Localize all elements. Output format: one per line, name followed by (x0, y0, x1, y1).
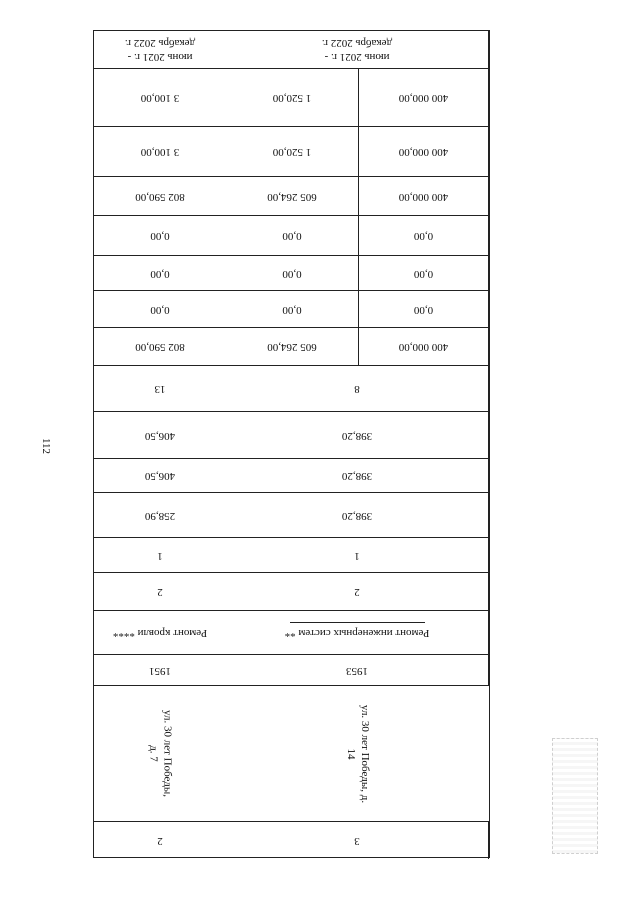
table-cell: июнь 2021 г. - декабрь 2022 г. (226, 31, 489, 68)
table-cell: 605 264,00 (226, 177, 359, 215)
table-cell: 406,50 (144, 429, 176, 442)
table-cell: 1 (157, 549, 163, 562)
table-cell: 0,00 (150, 230, 170, 243)
table-row (94, 572, 489, 610)
table-row (94, 126, 489, 176)
table-cell: 0,00 (359, 216, 489, 255)
table-cell: 0,00 (226, 256, 359, 290)
table-cell: 1953 (226, 655, 489, 685)
table-row (94, 685, 489, 821)
table-cell: 1 520,00 (226, 127, 359, 176)
table-cell: Ремонт инженерных систем ** (226, 611, 489, 654)
table-cell: 1 520,00 (226, 69, 359, 126)
table-cell: 400 000,00 (359, 177, 489, 215)
table-row (94, 458, 489, 492)
table-cell: июнь 2021 г. - декабрь 2022 г. (124, 37, 196, 63)
table-cell: 0,00 (150, 267, 170, 280)
table-cell: 802 590,00 (135, 341, 185, 354)
table-cell: 398,20 (226, 459, 489, 492)
table-row (94, 327, 489, 365)
address-text: ул. 30 лет Победы, д. 7 (148, 709, 174, 798)
table-cell: 258,90 (144, 509, 176, 522)
table-cell: 8 (226, 366, 489, 411)
table-cell: 400 000,00 (359, 127, 489, 176)
table-cell: 0,00 (226, 216, 359, 255)
table-row (94, 31, 489, 68)
table-row (94, 215, 489, 255)
table-cell: 0,00 (226, 291, 359, 327)
table-row (94, 255, 489, 290)
table-cell: 802 590,00 (135, 190, 185, 203)
repair-schedule-table (93, 30, 490, 858)
address-text: ул. 30 лет Победы, д. 14 (345, 704, 371, 804)
table-row (94, 411, 489, 458)
table-cell: 3 100,00 (140, 92, 180, 105)
table-row (94, 492, 489, 537)
scan-stamp-mark (552, 738, 598, 854)
table-cell: 13 (154, 383, 166, 396)
table-cell: 1951 (149, 664, 171, 677)
table-cell: 400 000,00 (359, 69, 489, 126)
table-cell: 605 264,00 (226, 328, 359, 365)
table-cell: 0,00 (150, 303, 170, 316)
table-cell: 3 (226, 822, 489, 859)
table-cell (93, 688, 228, 820)
table-cell: 3 100,00 (140, 146, 180, 159)
table-cell: Ремонт кровли **** (112, 627, 208, 640)
table-row (94, 365, 489, 411)
table-cell: 400 000,00 (359, 328, 489, 365)
table-row (94, 176, 489, 215)
table-cell: 398,20 (226, 493, 489, 537)
page-number: 112 (40, 437, 52, 455)
table-cell: 2 (226, 573, 489, 610)
table-row (94, 290, 489, 327)
table-cell: 398,20 (226, 412, 489, 458)
table-cell: 1 (226, 538, 489, 572)
table-row (94, 821, 489, 859)
table-cell: 0,00 (359, 291, 489, 327)
table-row (94, 68, 489, 126)
table-cell: 2 (157, 586, 163, 599)
table-row (94, 537, 489, 572)
table-cell: 2 (157, 835, 163, 848)
table-cell: 0,00 (359, 256, 489, 290)
table-cell: 406,50 (144, 470, 176, 483)
